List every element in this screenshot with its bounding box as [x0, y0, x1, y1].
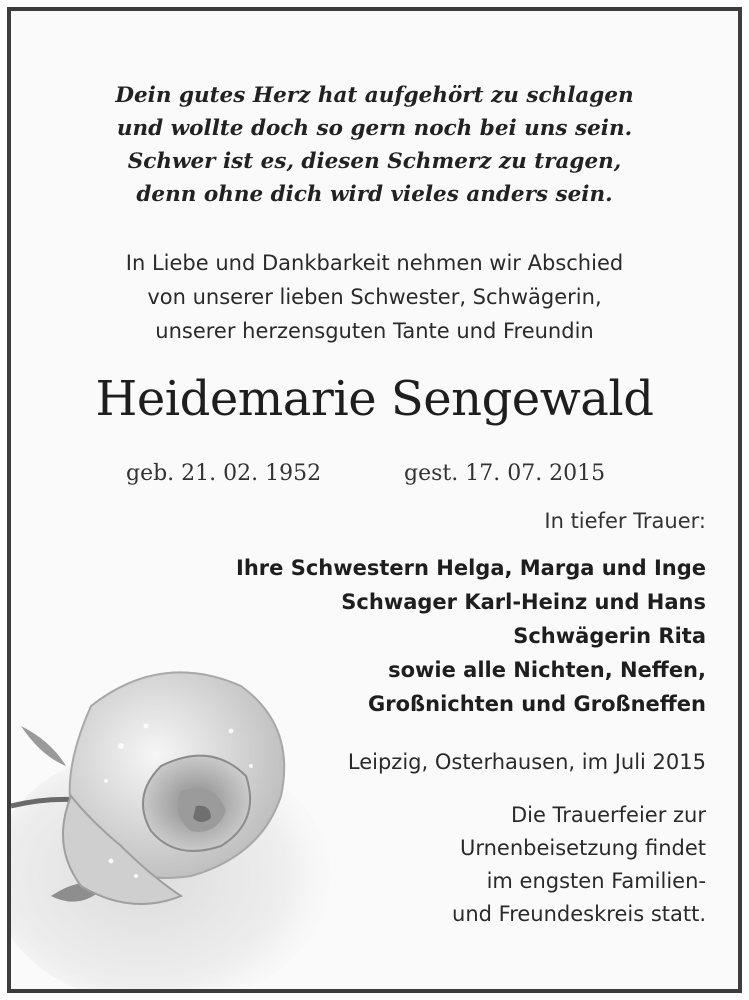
funeral-line: Die Trauerfeier zur — [510, 803, 706, 827]
mourner-line: Großnichten und Großneffen — [368, 692, 706, 716]
mourner-line: sowie alle Nichten, Neffen, — [388, 658, 706, 682]
mourners-list — [236, 551, 706, 721]
mourning-heading: In tiefer Trauer: — [544, 509, 706, 533]
birth-date: geb. 21. 02. 1952 — [126, 461, 322, 486]
intro-line: unserer herzensguten Tante und Freundin — [155, 319, 594, 343]
farewell-intro — [11, 246, 738, 348]
funeral-note — [452, 799, 706, 931]
funeral-line: und Freundeskreis statt. — [452, 902, 706, 926]
deceased-name: Heidemarie Sengewald — [95, 371, 654, 427]
intro-line: In Liebe und Dankbarkeit nehmen wir Abschied — [125, 251, 624, 275]
mourner-line: Ihre Schwestern Helga, Marga und Inge — [236, 556, 706, 580]
mourner-line: Schwägerin Rita — [513, 624, 706, 648]
intro-line: von unserer lieben Schwester, Schwägerin, — [147, 285, 602, 309]
verse-line: denn ohne dich wird vieles anders sein. — [136, 182, 613, 207]
death-date: gest. 17. 07. 2015 — [404, 461, 606, 486]
memorial-verse — [11, 79, 738, 211]
funeral-line: im engsten Familien- — [486, 869, 706, 893]
mourner-line: Schwager Karl-Heinz und Hans — [341, 590, 706, 614]
funeral-line: Urnenbeisetzung findet — [459, 836, 706, 860]
verse-line: Dein gutes Herz hat aufgehört zu schlagen — [115, 83, 634, 108]
verse-line: und wollte doch so gern noch bei uns sein. — [116, 116, 633, 141]
place-date: Leipzig, Osterhausen, im Juli 2015 — [347, 750, 706, 774]
verse-line: Schwer ist es, diesen Schmerz zu tragen, — [127, 149, 622, 174]
obituary-notice — [7, 7, 742, 993]
